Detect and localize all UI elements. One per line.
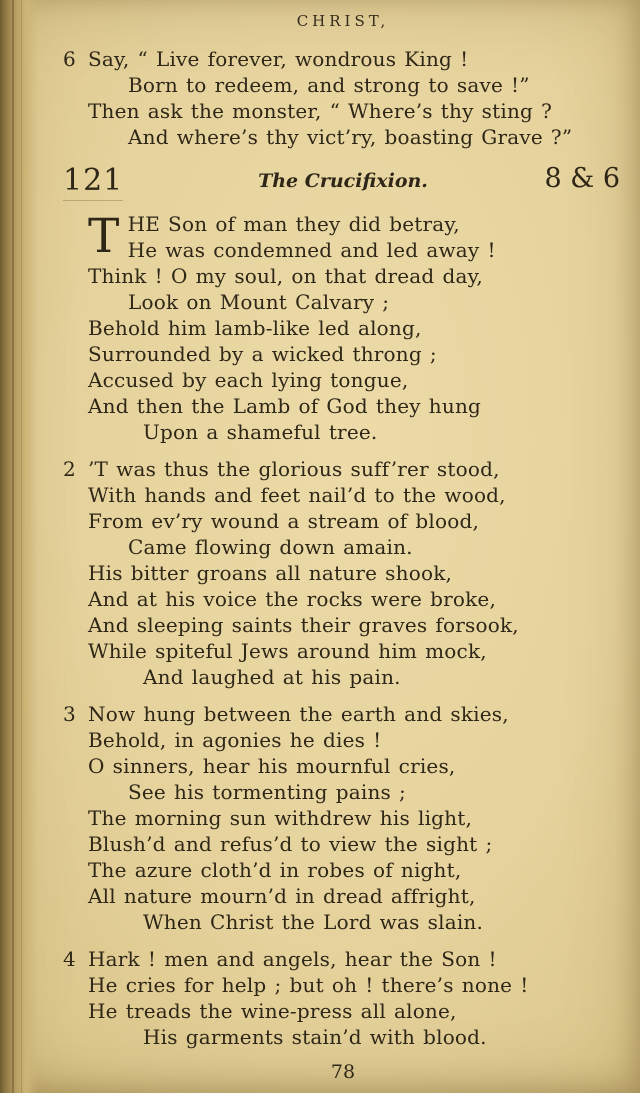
verse-line: He was condemned and led away ! bbox=[127, 238, 496, 262]
verse-line: Upon a shameful tree. bbox=[143, 420, 378, 444]
hymn-header bbox=[62, 161, 624, 203]
verse-line: And where’s thy vict’ry, boasting Grave ?” bbox=[128, 125, 573, 149]
running-head: CHRIST, bbox=[296, 12, 390, 30]
verse-line: Born to redeem, and strong to save !” bbox=[128, 73, 530, 97]
verse-line: Behold him lamb-like led along, bbox=[88, 316, 422, 340]
verse-line: He cries for help ; but oh ! there’s none ! bbox=[88, 973, 529, 997]
hymn-verses bbox=[62, 211, 624, 1050]
verse-line: His bitter groans all nature shook, bbox=[88, 561, 453, 585]
verse-line: Then ask the monster, “ Where’s thy sting ? bbox=[88, 99, 553, 123]
verse-line: And sleeping saints their graves forsook, bbox=[88, 613, 519, 637]
verse-number: 6 bbox=[63, 47, 76, 71]
drop-cap: T bbox=[88, 209, 120, 264]
verse-number: 2 bbox=[63, 457, 76, 481]
hymn-meter: 8 & 6 bbox=[544, 163, 620, 194]
verse-line: Came flowing down amain. bbox=[128, 535, 413, 559]
hymn-title: The Crucifixion. bbox=[258, 170, 428, 192]
verse-number: 4 bbox=[63, 947, 76, 971]
verse bbox=[62, 701, 624, 935]
verse-line: Blush’d and refus’d to view the sight ; bbox=[88, 832, 493, 856]
verse-line: Think ! O my soul, on that dread day, bbox=[88, 264, 483, 288]
page-number: 78 bbox=[330, 1061, 356, 1083]
verse bbox=[62, 211, 624, 445]
verse bbox=[62, 46, 624, 150]
page-content bbox=[62, 12, 624, 1083]
verse-number: 3 bbox=[63, 702, 76, 726]
verse-line: Behold, in agonies he dies ! bbox=[88, 728, 382, 752]
verse-line: When Christ the Lord was slain. bbox=[143, 910, 484, 934]
verse-line: And at his voice the rocks were broke, bbox=[88, 587, 497, 611]
verse-line: Accused by each lying tongue, bbox=[88, 368, 409, 392]
paper-crease bbox=[21, 0, 22, 1093]
verse-line: ’T was thus the glorious suff’rer stood, bbox=[88, 457, 500, 481]
verse-line: While spiteful Jews around him mock, bbox=[88, 639, 487, 663]
page-gutter-shadow bbox=[0, 0, 38, 1093]
verse-line: See his tormenting pains ; bbox=[128, 780, 406, 804]
verse-line: Hark ! men and angels, hear the Son ! bbox=[88, 947, 497, 971]
verse bbox=[62, 456, 624, 690]
verse-line: O sinners, hear his mournful cries, bbox=[88, 754, 456, 778]
verse-line: Surrounded by a wicked throng ; bbox=[88, 342, 437, 366]
verse-line: His garments stain’d with blood. bbox=[143, 1025, 487, 1049]
verse-line: And then the Lamb of God they hung bbox=[88, 394, 482, 418]
verse-line: The azure cloth’d in robes of night, bbox=[88, 858, 462, 882]
verse-line: HE Son of man they did betray, bbox=[127, 212, 460, 236]
verse-line: All nature mourn’d in dread affright, bbox=[88, 884, 476, 908]
verse-line: And laughed at his pain. bbox=[143, 665, 401, 689]
verse-line: Now hung between the earth and skies, bbox=[88, 702, 509, 726]
verse bbox=[62, 946, 624, 1050]
verse-line: From ev’ry wound a stream of blood, bbox=[88, 509, 480, 533]
verse-line: He treads the wine-press all alone, bbox=[88, 999, 457, 1023]
previous-hymn-verse bbox=[62, 46, 624, 150]
verse-line: Look on Mount Calvary ; bbox=[128, 290, 390, 314]
paper-crease bbox=[12, 0, 14, 1093]
verse-line: With hands and feet nail’d to the wood, bbox=[88, 483, 506, 507]
verse-line: Say, “ Live forever, wondrous King ! bbox=[88, 47, 469, 71]
verse-line: The morning sun withdrew his light, bbox=[88, 806, 473, 830]
hymn-number: 121 bbox=[63, 163, 123, 201]
